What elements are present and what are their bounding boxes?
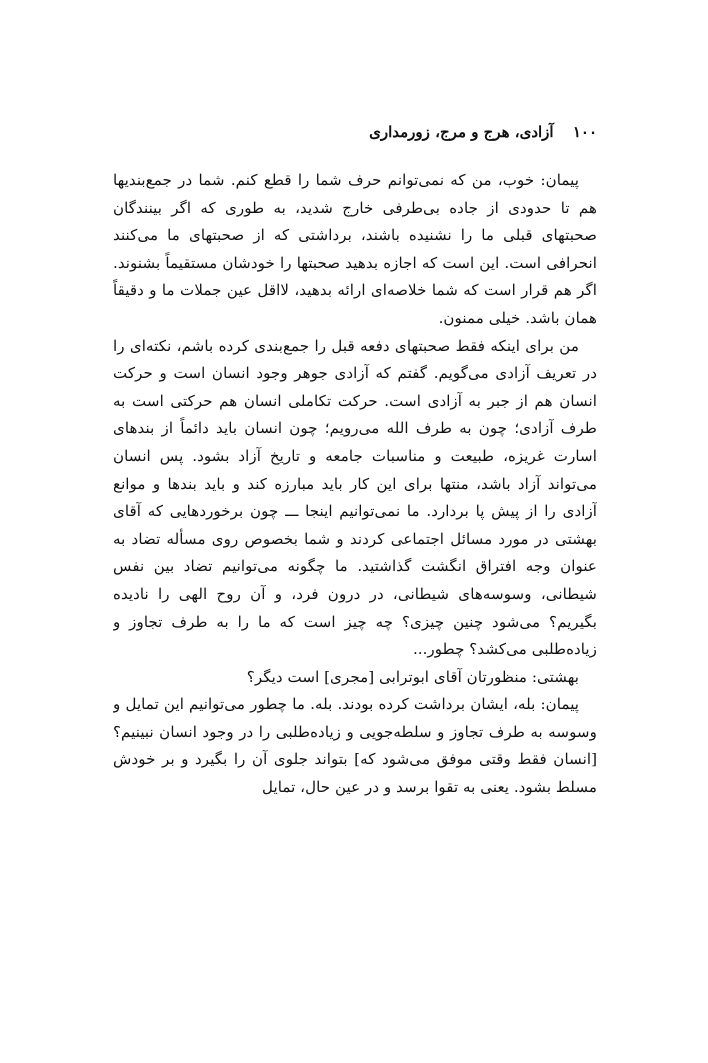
page-number: ۱۰۰ — [572, 123, 597, 141]
book-page — [113, 122, 597, 922]
paragraph-peyman-3: پیمان: بله، ایشان برداشت کرده بودند. بله. ما چطور می‌توانیم این تمایل و وسوسه به طرف تجاوز و سلطه‌جویی و زیاده‌طلبی را در وجود انسان نبینیم؟ [انسان فقط وقتی موفق می‌شود که] بتواند جلوی آن را بگیرد و بر خودش مسلط بشود. یعنی به تقوا برسد و در عین حال، تمایل — [113, 695, 597, 797]
running-header — [113, 122, 597, 142]
paragraph-beheshti: بهشتی: منظورتان آقای ابوترابی [مجری] است دیگر؟ — [246, 667, 579, 686]
running-title: آزادی، هرج و مرج، زورمداری — [369, 123, 554, 141]
paragraph-peyman-1: پیمان: خوب، من که نمی‌توانم حرف شما را قطع کنم. شما در جمع‌بندیها هم تا حدودی از جاده بی‌طرفی خارج شدید، به طوری که اگر بینندگان صحبتهای قبلی ما را نشنیده باشند، برداشتی که از صحبتهای ما می‌کنند انحرافی است. این است که اجازه بدهید صحبتها را خودشان مستقیماً بشنوند. اگر هم قرار است که شما خلاصه‌ای ارائه بدهید، لااقل عین جملات ما و دقیقاً همان باشد. خیلی ممنون. — [113, 171, 597, 327]
paragraph-peyman-2: من برای اینکه فقط صحبتهای دفعه قبل را جمع‌بندی کرده باشم، نکته‌ای را در تعریف آزادی می‌گویم. گفتم که آزادی جوهر وجود انسان است و حرکت انسان هم از جبر به آزادی است. حرکت تکاملی انسان هم حرکتی است به طرف آزادی؛ چون به طرف الله می‌رویم؛ چون انسان باید دائماً از بندهای اسارت غریزه، طبیعت و مناسبات جامعه و تاریخ آزاد بشود. پس انسان می‌تواند آزاد باشد، منتها برای این کار باید مبارزه کند و باید بندها و موانع آزادی را از پیش پا بردارد. ما نمی‌توانیم اینجا ـــ چون برخوردهایی که آقای بهشتی در مورد مسائل اجتماعی کردند و شما بخصوص روی مسأله تضاد به عنوان وجه افتراق انگشت گذاشتید. ما چگونه می‌توانیم تضاد بین نفس شیطانی، وسوسه‌های شیطانی، در درون فرد، و آن روح الهی را نادیده بگیریم؟ می‌شود چنین چیزی؟ چه چیز است که ما را به طرف تجاوز و زیاده‌طلبی می‌کشد؟ چطور... — [113, 336, 597, 659]
body-text — [113, 167, 597, 802]
